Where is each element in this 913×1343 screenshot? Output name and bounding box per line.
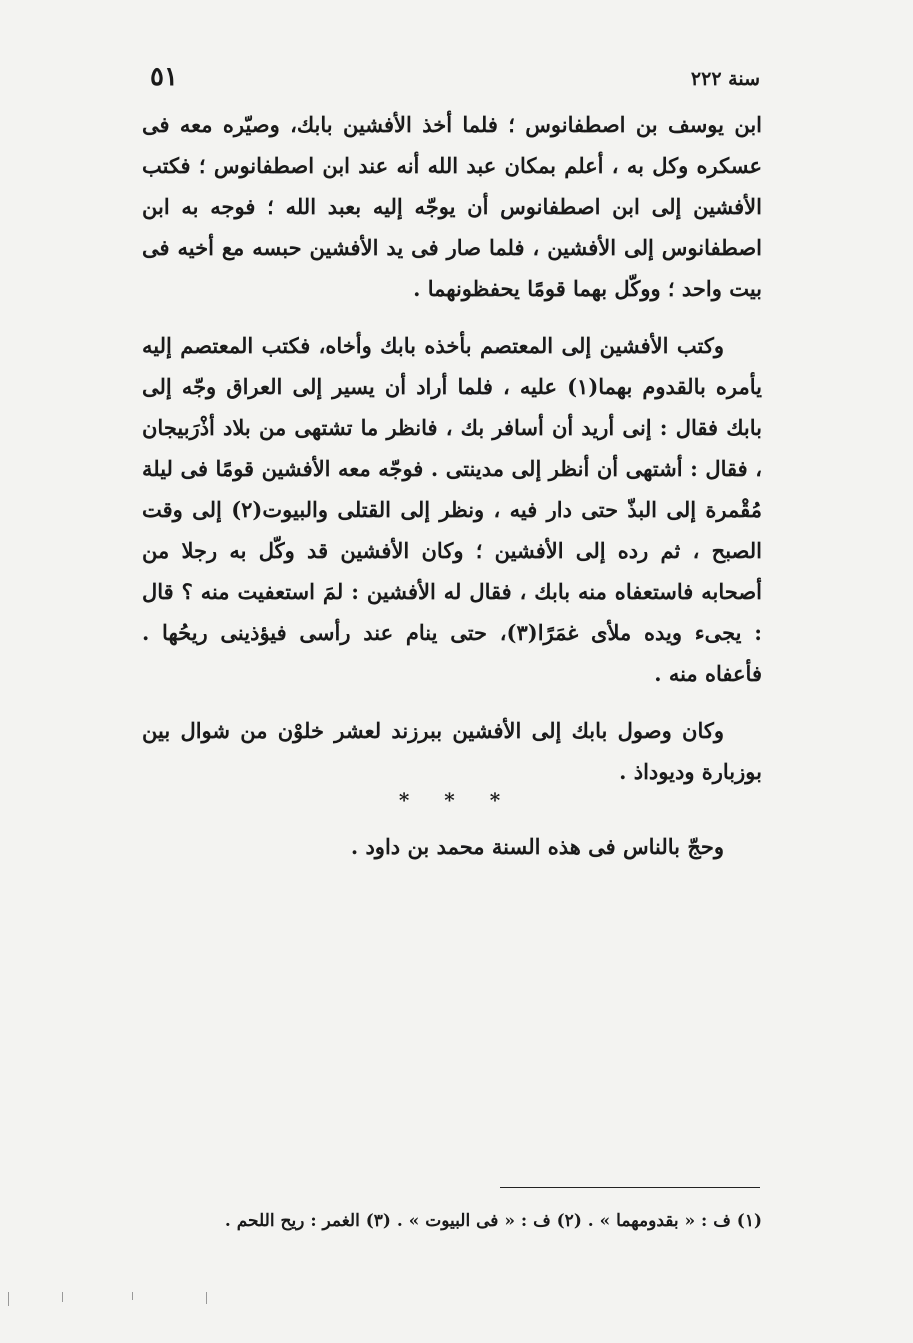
- page-number: ٥١: [150, 62, 178, 92]
- scan-edge-marks: [0, 1292, 913, 1312]
- paragraph-3: وكان وصول بابك إلى الأفشين ببرزند لعشر خلوْن من شوال بين بوزبارة وديوداذ .: [142, 718, 762, 784]
- paragraph-2: وكتب الأفشين إلى المعتصم بأخذه بابك وأخاه، فكتب المعتصم إليه يأمره بالقدوم بهما(١) عليه ، فلما أراد أن يسير إلى العراق وجّه إلى بابك فقال : إنى أريد أن أسافر بك ، فانظر ما تشتهى من بلاد أذْرَبيجان ، فقال : أشتهى أن أنظر إلى مدينتى . فوجّه معه الأفشين قومًا فى ليلة مُقْمرة إلى البذّ حتى دار فيه ، ونظر إلى القتلى والبيوت(٢) إلى وقت الصبح ، ثم رده إلى الأفشين ؛ وكان الأفشين قد وكّل به رجلا من أصحابه فاستعفاه منه بابك ، فقال له الأفشين : لمَ استعفيت منه ؟ قال : يجىء ويده ملأى غمَرًا(٣)، حتى ينام عند رأسى فيؤذينى ريحُها . فأعفاه منه .: [142, 333, 763, 686]
- footnotes: (١) ف : « بقدومهما » . (٢) ف : « فى البيوت » . (٣) الغمر : ريح اللحم .: [224, 1211, 762, 1231]
- running-head: سنة ٢٢٢: [690, 68, 760, 90]
- paragraph-1: ابن يوسف بن اصطفانوس ؛ فلما أخذ الأفشين بابك، وصيّره معه فى عسكره وكل به ، أعلم بمكان عبد الله أنه عند ابن اصطفانوس ؛ فكتب الأفشين إلى ابن اصطفانوس أن يوجّه إليه بعبد الله ؛ فوجه به ابن اصطفانوس إلى الأفشين ، فلما صار فى يد الأفشين حبسه مع أخيه فى بيت واحد ؛ ووكّل بهما قومًا يحفظونهما .: [142, 112, 762, 301]
- page-header: [140, 62, 760, 92]
- section-separator: * * *: [398, 788, 515, 812]
- footnote-divider: [500, 1187, 760, 1188]
- main-text: [142, 104, 762, 792]
- closing-line: وحجّ بالناس فى هذه السنة محمد بن داود .: [350, 834, 724, 859]
